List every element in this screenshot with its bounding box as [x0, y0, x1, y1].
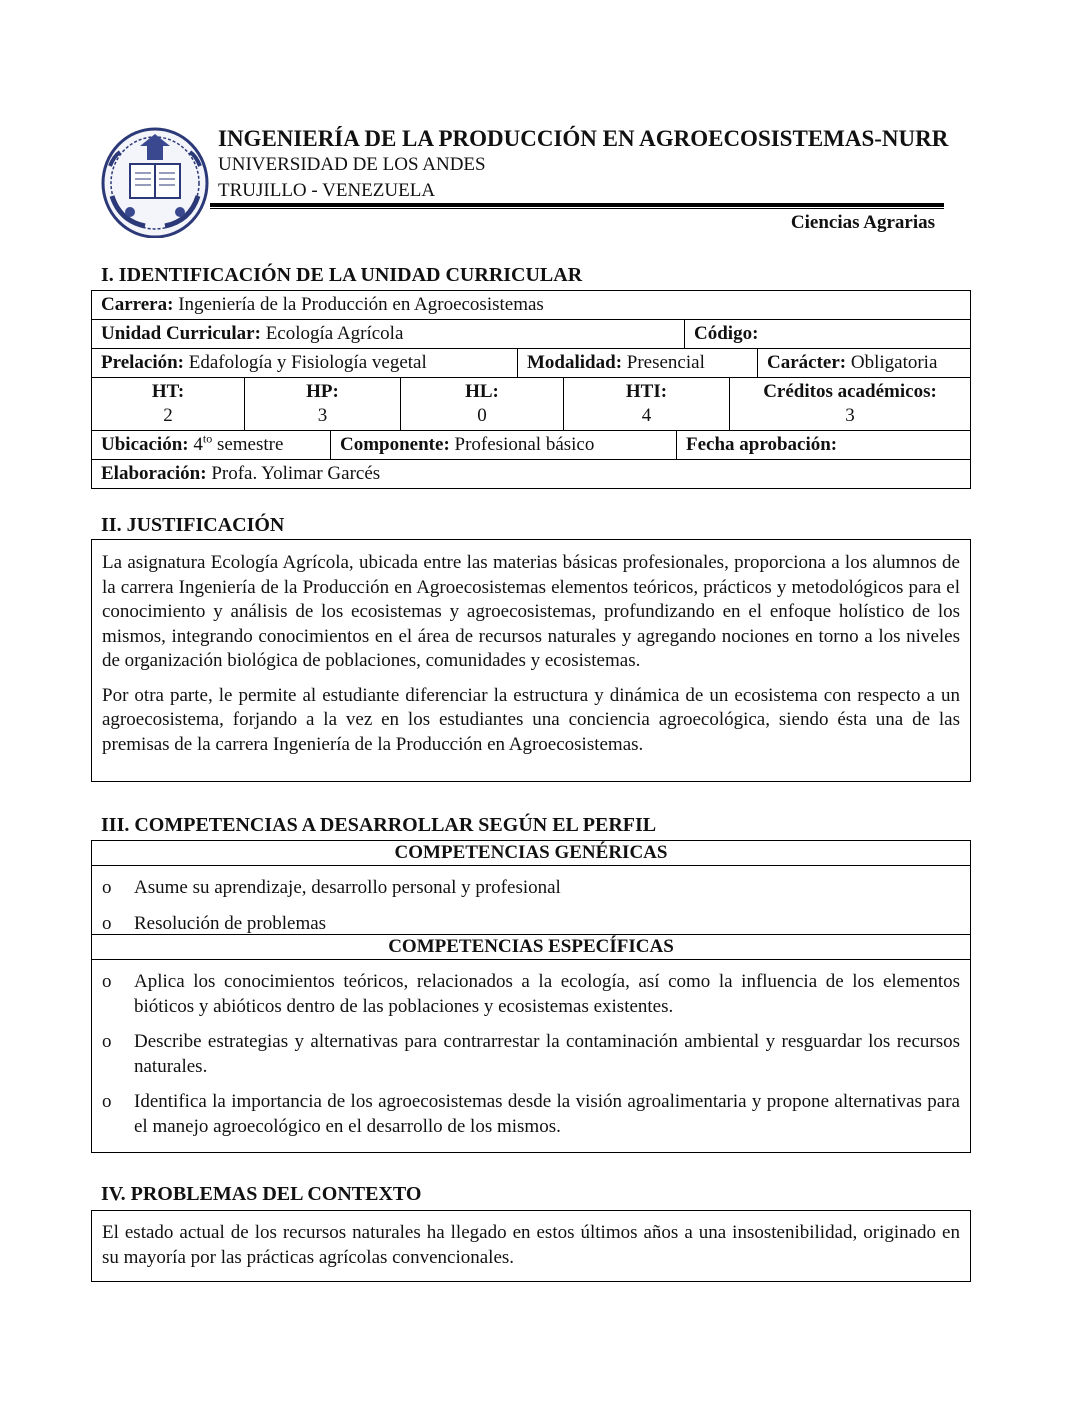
- generic-competencies-heading: COMPETENCIAS GENÉRICAS: [92, 841, 970, 866]
- cell-modalidad: [518, 349, 758, 377]
- caracter-label: Carácter:: [767, 352, 847, 373]
- cell-carrera: [92, 291, 970, 319]
- prelacion-label: Prelación:: [101, 352, 185, 373]
- bullet: o: [102, 1031, 112, 1052]
- generic-competency-item: [92, 912, 970, 937]
- specific-competencies-heading: COMPETENCIAS ESPECÍFICAS: [92, 934, 970, 960]
- context-problems-text: El estado actual de los recursos naturales ha llegado en estos últimos años a una insostenibilidad, originado en su mayoría por las prácticas agrícolas convencionales.: [102, 1222, 960, 1268]
- row-unidad: [92, 320, 970, 349]
- row-ubicacion: [92, 431, 970, 460]
- cell-prelacion: [92, 349, 518, 377]
- header-rule: [210, 203, 944, 207]
- hti-value: 4: [641, 405, 652, 426]
- hl-label: HL:: [465, 381, 499, 402]
- justification-box: [91, 539, 971, 782]
- cell-ubicacion: [92, 431, 331, 459]
- header-faculty: Ciencias Agrarias: [790, 212, 935, 233]
- row-prelacion: [92, 349, 970, 378]
- ubicacion-rest: semestre: [216, 434, 284, 455]
- bullet: o: [102, 971, 112, 992]
- section-context-problems-title: IV. PROBLEMAS DEL CONTEXTO: [101, 1183, 422, 1205]
- bullet: o: [102, 1091, 112, 1112]
- ubicacion-label: Ubicación:: [101, 434, 189, 455]
- codigo-label: Código:: [694, 323, 759, 344]
- modalidad-label: Modalidad:: [527, 352, 623, 373]
- specific-competency-text: Describe estrategias y alternativas para contrarrestar la contaminación ambiental y resguardar los recursos naturales.: [134, 1031, 960, 1077]
- carrera-label: Carrera:: [101, 294, 174, 315]
- bullet: o: [102, 877, 112, 898]
- row-hours: [92, 378, 970, 431]
- componente-label: Componente:: [340, 434, 450, 455]
- justification-paragraph-1: La asignatura Ecología Agrícola, ubicada entre las materias básicas profesionales, proporciona a los alumnos de la carrera Ingeniería de la Producción en Agroecosistemas elementos teóricos, prácticos y metodológicos para el conocimiento y análisis de los ecosistemas y agroecosistemas, profundizando en el enfoque holístico de los mismos, integrando conocimientos en el área de recursos naturales y agregando nociones en torno a los niveles de organización biológica de poblaciones, comunidades y ecosistemas.: [102, 552, 960, 671]
- specific-competency-item: [92, 970, 970, 1019]
- hp-label: HP:: [306, 381, 339, 402]
- generic-competency-item: [92, 876, 970, 901]
- creditos-label: Créditos académicos:: [763, 381, 937, 402]
- generic-competency-text: Asume su aprendizaje, desarrollo personal y profesional: [134, 877, 561, 898]
- university-seal-icon: [100, 126, 210, 238]
- section-identification-title: I. IDENTIFICACIÓN DE LA UNIDAD CURRICULAR: [101, 264, 583, 286]
- cell-fecha: [677, 431, 970, 459]
- cell-codigo: [685, 320, 970, 348]
- specific-competency-text: Identifica la importancia de los agroecosistemas desde la visión agroalimentaria y propone alternativas para el manejo agroecológico en el desarrollo de los mismos.: [134, 1091, 960, 1137]
- ubicacion-num: 4: [193, 434, 203, 455]
- cell-elaboracion: [92, 460, 970, 488]
- bullet: o: [102, 912, 112, 934]
- componente-value: Profesional básico: [454, 434, 595, 455]
- justification-paragraph-2: Por otra parte, le permite al estudiante diferenciar la estructura y dinámica de un ecosistema con respecto a un agroecosistema, forjando a la vez en los estudiantes una conciencia agroecológica, siendo ésta una de las premisas de la carrera Ingeniería de la Producción en Agroecosistemas.: [102, 684, 960, 755]
- specific-competency-item: [92, 1030, 970, 1079]
- cell-hl: [401, 378, 564, 430]
- header-university: UNIVERSIDAD DE LOS ANDES: [218, 154, 486, 175]
- context-problems-box: [91, 1210, 971, 1282]
- header-rule-thin: [210, 208, 944, 209]
- generic-competency-text: Resolución de problemas: [134, 912, 327, 934]
- hp-value: 3: [317, 405, 328, 426]
- carrera-value: Ingeniería de la Producción en Agroecosistemas: [178, 294, 544, 315]
- header-title: INGENIERÍA DE LA PRODUCCIÓN EN AGROECOSISTEMAS-NURR: [218, 126, 949, 151]
- header-city: TRUJILLO - VENEZUELA: [218, 180, 436, 201]
- specific-competency-item: [92, 1090, 970, 1139]
- section-justification-title: II. JUSTIFICACIÓN: [101, 514, 285, 536]
- cell-hti: [564, 378, 730, 430]
- cell-caracter: [758, 349, 970, 377]
- hl-value: 0: [477, 405, 487, 426]
- cell-ht: [92, 378, 245, 430]
- cell-componente: [331, 431, 677, 459]
- row-carrera: [92, 291, 970, 320]
- section-competencies-title: III. COMPETENCIAS A DESARROLLAR SEGÚN EL PERFIL: [101, 814, 657, 836]
- hti-label: HTI:: [625, 381, 668, 402]
- modalidad-value: Presencial: [626, 352, 705, 373]
- unidad-value: Ecología Agrícola: [265, 323, 404, 344]
- elaboracion-value: Profa. Yolimar Garcés: [211, 463, 381, 484]
- ht-label: HT:: [151, 381, 185, 402]
- prelacion-value: Edafología y Fisiología vegetal: [188, 352, 427, 373]
- identification-table: [91, 290, 971, 489]
- elaboracion-label: Elaboración:: [101, 463, 207, 484]
- cell-hp: [245, 378, 401, 430]
- fecha-label: Fecha aprobación:: [686, 434, 838, 455]
- caracter-value: Obligatoria: [850, 352, 938, 373]
- unidad-label: Unidad Curricular:: [101, 323, 261, 344]
- competencies-box: [91, 840, 971, 1153]
- cell-creditos: [730, 378, 970, 430]
- row-elaboracion: [92, 460, 970, 488]
- creditos-value: 3: [845, 405, 855, 426]
- cell-unidad: [92, 320, 685, 348]
- ubicacion-sup: to: [202, 431, 213, 446]
- ht-value: 2: [163, 405, 173, 426]
- specific-competency-text: Aplica los conocimientos teóricos, relacionados a la ecología, así como la influencia de los elementos bióticos y abióticos dentro de las poblaciones y ecosistemas existentes.: [134, 971, 960, 1017]
